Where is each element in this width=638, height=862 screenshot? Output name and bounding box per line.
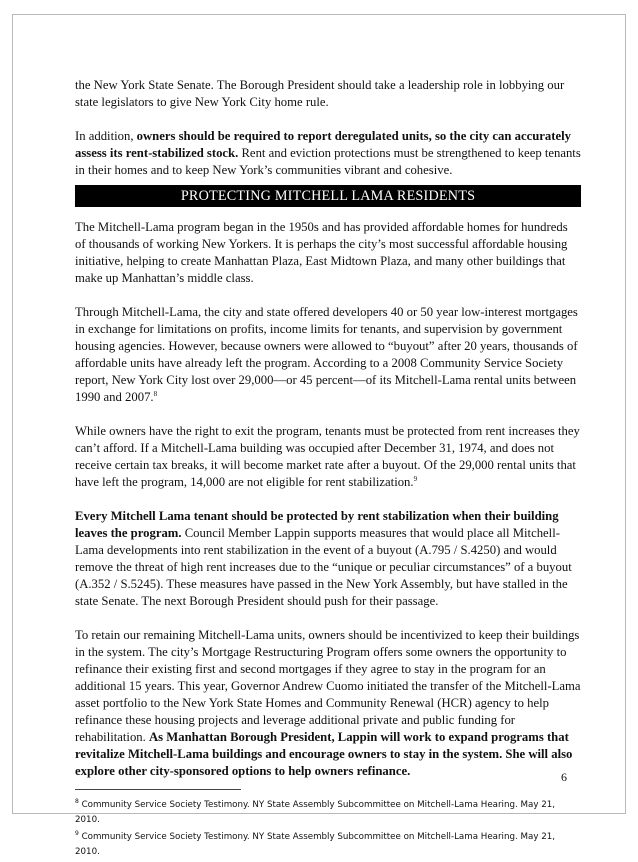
page-body [75,77,581,862]
paragraph-text: Council Member Lappin supports measures that would place all Mitchell-Lama developments into rent stabilization in the event of a buyout (A.795 / S.4250) and would remove the threat of high rent increases due to the “unique or peculiar circumstances” of a buyout (A.352 / S.5245). These measures have passed in the New York Assembly, but have stalled in the state Senate. The next Borough President should push for their passage. [75,526,572,608]
bold-text: Every Mitchell Lama tenant should be protected by rent stabilization when their building leaves the program. [75,509,559,540]
footnote-ref[interactable]: 9 [413,475,418,483]
footnote-ref[interactable]: 8 [153,390,158,398]
paragraph-program-history [75,219,581,287]
footnote-text: Community Service Society Testimony. NY State Assembly Subcommittee on Mitchell-Lama Hearing. May 21, 2010. [75,800,556,825]
paragraph-rent-stabilization [75,508,581,610]
bold-text: owners should be required to report deregulated units, so the city can accurately assess its rent-stabilized stock. [75,129,571,160]
page-number: 6 [561,770,567,784]
footnote-divider [75,789,241,790]
paragraph-text: the New York State Senate. The Borough President should take a leadership role in lobbying our state legislators to give New York City home rule. [75,78,565,109]
footnote-number: 8 [75,798,79,805]
footnote-text: Community Service Society Testimony. NY State Assembly Subcommittee on Mitchell-Lama Hearing. May 21, 2010. [75,832,556,857]
paragraph-buyout-loss [75,304,581,406]
bold-text: As Manhattan Borough President, Lappin will work to expand programs that revitalize Mitchell-Lama buildings and encourage owners to stay in the system. She will also explore other city-sponsored options to help owners refinance. [75,730,573,778]
paragraph-refinance-programs [75,627,581,780]
paragraph-senate-home-rule [75,77,581,111]
paragraph-text: Rent and eviction protections must be strengthened to keep tenants in their homes and to keep New York’s communities vibrant and cohesive. [75,146,581,177]
paragraph-tenant-protection [75,423,581,491]
paragraph-deregulated-units [75,128,581,179]
document-page [12,14,626,857]
paragraph-text: To retain our remaining Mitchell-Lama units, owners should be incentivized to keep their buildings in the system. The city’s Mortgage Restructuring Program offers some owners the opportunity to refinance their existing first and second mortgages if they agree to stay in the program for an additional 15 years. This year, Governor Andrew Cuomo initiated the transfer of the Mitchell-Lama asset portfolio to the New York State Homes and Community Renewal (HCR) agency to help refinance these housing projects and leverage additional private and public funding for rehabilitation. [75,628,581,744]
section-heading: PROTECTING MITCHELL LAMA RESIDENTS [75,185,581,207]
footnote [75,830,581,860]
paragraph-text: In addition, [75,129,137,143]
paragraph-text: While owners have the right to exit the program, tenants must be protected from rent increases they can’t afford. If a Mitchell-Lama building was occupied after December 31, 1974, and does not receive certain tax breaks, it will become market rate after a buyout. Of the 29,000 rental units that have left the program, 14,000 are not eligible for rent stabilization. [75,424,580,489]
paragraph-text: Through Mitchell-Lama, the city and state offered developers 40 or 50 year low-interest mortgages in exchange for limitations on profits, income limits for tenants, and supervision by government housing agencies. However, because owners were allowed to “buyout” after 20 years, thousands of affordable units have already left the program. According to a 2008 Community Service Society report, New York City lost over 29,000—or 45 percent—of its Mitchell-Lama rental units between 1990 and 2007. [75,305,578,404]
paragraph-text: The Mitchell-Lama program began in the 1950s and has provided affordable homes for hundreds of thousands of working New Yorkers. It is perhaps the city’s most successful affordable housing initiative, helping to create Manhattan Plaza, East Midtown Plaza, and many other buildings that make up Manhattan’s middle class. [75,220,568,285]
footnote-number: 9 [75,830,79,837]
footnote [75,798,581,828]
